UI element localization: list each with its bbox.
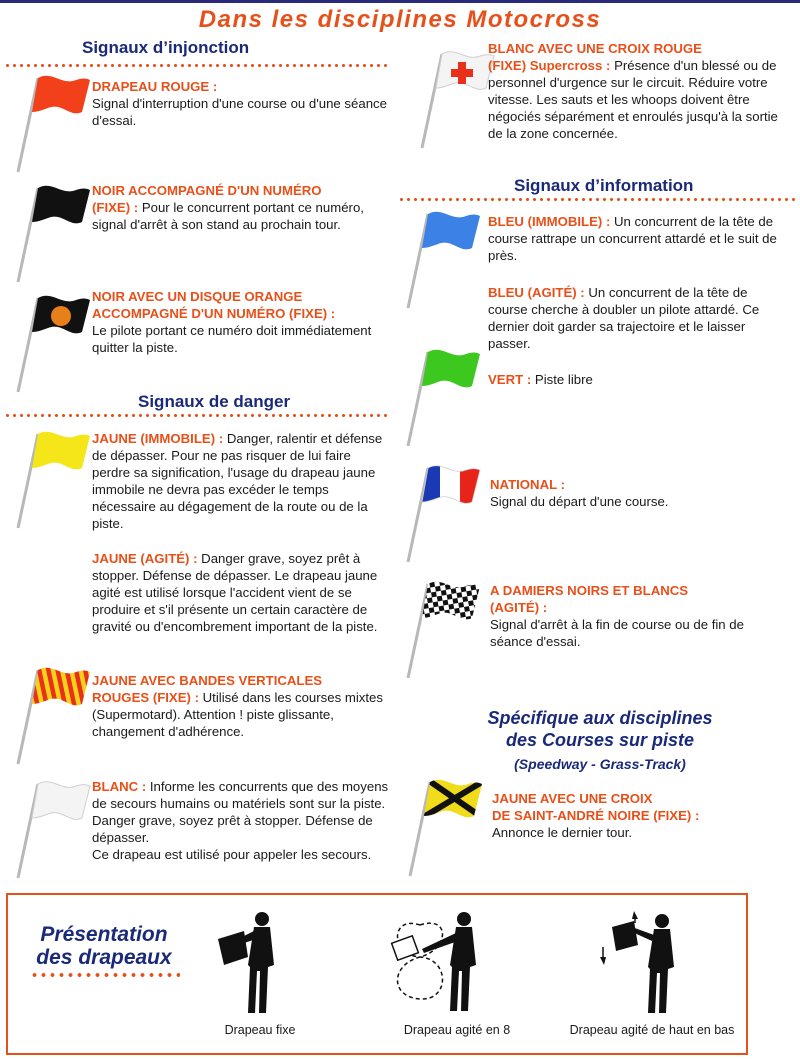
dotted-divider [4,64,388,67]
item-text: Signal d'arrêt à la fin de course ou de fin de séance d'essai. [490,617,744,649]
presentation-title [24,923,184,969]
item-text: Pour le concurrent portant ce numéro, signal d'arrêt à son stand au prochain tour. [92,200,364,232]
item-text: Signal du départ d'une course. [490,494,669,509]
item-heading: NATIONAL : [490,477,565,492]
item-heading: (AGITÉ) : [490,600,548,615]
item-heading: BLEU (IMMOBILE) : [488,214,611,229]
item-text: Un concurrent de la tête de course cherche à doubler un pilote attardé. Ce dernier doit garder sa trajectoire et le laisser passer. [488,285,760,351]
dotted-divider [398,198,796,201]
specific-title-line1: Spécifique aux disciplines [487,708,713,728]
item-white [92,778,392,863]
item-heading: (FIXE) : [92,200,139,215]
item-text: Informe les concurrents que des moyens de secours humains ou matériels sont sur la piste. Danger grave, soyez prêt à stopper. Défense de dépasser. [92,779,389,845]
item-heading: DRAPEAU ROUGE : [92,79,218,94]
yellow-flag-icon [8,428,94,532]
item-black-number [92,182,392,233]
caption-figure8: Drapeau agité en 8 [403,1023,511,1037]
item-heading: BLEU (AGITÉ) : [488,285,585,300]
item-heading: BLANC AVEC UNE CROIX ROUGE [488,41,702,56]
item-heading: JAUNE AVEC UNE CROIX [492,791,653,806]
page-title: Dans les disciplines Motocross [198,6,602,33]
green-flag-icon [398,346,484,450]
item-text: Signal d'interruption d'une course ou d'une séance d'essai. [92,96,387,128]
dotted-divider [30,973,180,977]
dotted-divider [4,414,388,417]
specific-subtitle: (Speedway - Grass-Track) [514,756,686,772]
item-checkered [490,582,790,650]
person-waving-flag-up-down-icon [592,907,692,1017]
top-border [0,0,800,3]
blue-flag-icon [398,208,484,312]
item-green [488,371,788,388]
item-yellow-saltire [492,790,792,841]
item-heading: ROUGES (FIXE) : [92,690,199,705]
item-text: Danger grave, soyez prêt à stopper. Défense de dépasser. Le drapeau jaune agité est utilisé lorsque l'accident vient de se produire et s'il présente un certain caractère de gravité ou d'encombrement important de la piste. [92,551,378,634]
yellow-black-saltire-flag-icon [400,776,486,880]
red-flag-icon [8,72,94,176]
item-white-red-cross [488,40,788,142]
item-text: Annonce le dernier tour. [492,825,633,840]
item-heading: JAUNE (IMMOBILE) : [92,431,224,446]
item-yellow-still [92,430,392,532]
item-heading: A DAMIERS NOIRS ET BLANCS [490,583,689,598]
item-national [490,476,790,510]
item-text: Le pilote portant ce numéro doit immédiatement quitter la piste. [92,323,372,355]
presentation-title-line2: des drapeaux [36,946,172,969]
caption-up-down: Drapeau agité de haut en bas [569,1023,735,1037]
caption-fixed: Drapeau fixe [224,1023,296,1037]
item-heading: JAUNE AVEC BANDES VERTICALES [92,673,323,688]
item-heading: VERT : [488,372,532,387]
white-flag-icon [8,778,94,882]
item-black-orange-disc [92,288,392,356]
item-text: Piste libre [534,372,593,387]
item-text: Utilisé dans les courses mixtes (Supermotard). Attention ! piste glissante, changement d'adhérence. [92,690,383,739]
person-waving-flag-figure8-icon [380,905,500,1017]
item-blue-still [488,213,788,264]
specific-title-line2: des Courses sur piste [505,730,695,750]
item-blue-waved [488,284,788,352]
black-flag-icon [8,182,94,286]
black-orange-disc-flag-icon [8,292,94,396]
item-text-2: Ce drapeau est utilisé pour appeler les secours. [92,847,372,862]
item-heading: DE SAINT-ANDRÉ NOIRE (FIXE) : [492,808,700,823]
item-red [92,78,392,129]
french-flag-icon [398,462,484,566]
item-yellow-red-stripes [92,672,392,740]
section-title-information: Signaux d’information [514,176,694,195]
presentation-title-line1: Présentation [40,923,168,946]
white-red-cross-flag-icon [412,48,498,152]
person-holding-flag-fixed-icon [204,909,294,1017]
item-text: Présence d'un blessé ou de personnel d'urgence sur le circuit. Réduire votre vitesse. Les sauts et les whoops doivent être négociés séparément et enroulés jusqu'à la sortie de la zone concernée. [488,58,778,141]
checkered-flag-icon [398,578,484,682]
item-heading: NOIR AVEC UN DISQUE ORANGE [92,289,303,304]
item-text: Danger, ralentir et défense de dépasser. Pour ne pas risquer de lui faire perdre sa signification, l'usage du drapeau jaune immobile ne devra pas excéder le temps nécessaire au dégagement de la route ou de la piste. [92,431,383,531]
item-heading: NOIR ACCOMPAGNÉ D'UN NUMÉRO [92,183,322,198]
presentation-box [6,893,748,1055]
section-title-injonction: Signaux d’injonction [82,38,250,57]
yellow-red-stripes-flag-icon [8,664,94,768]
section-title-danger: Signaux de danger [138,392,291,411]
item-heading: ACCOMPAGNÉ D'UN NUMÉRO (FIXE) : [92,306,336,321]
item-heading: JAUNE (AGITÉ) : [92,551,198,566]
item-heading: BLANC : [92,779,147,794]
item-text: Un concurrent de la tête de course rattrape un concurrent attardé et le suit de près. [488,214,777,263]
item-heading: (FIXE) Supercross : [488,58,611,73]
item-yellow-waved [92,550,392,635]
